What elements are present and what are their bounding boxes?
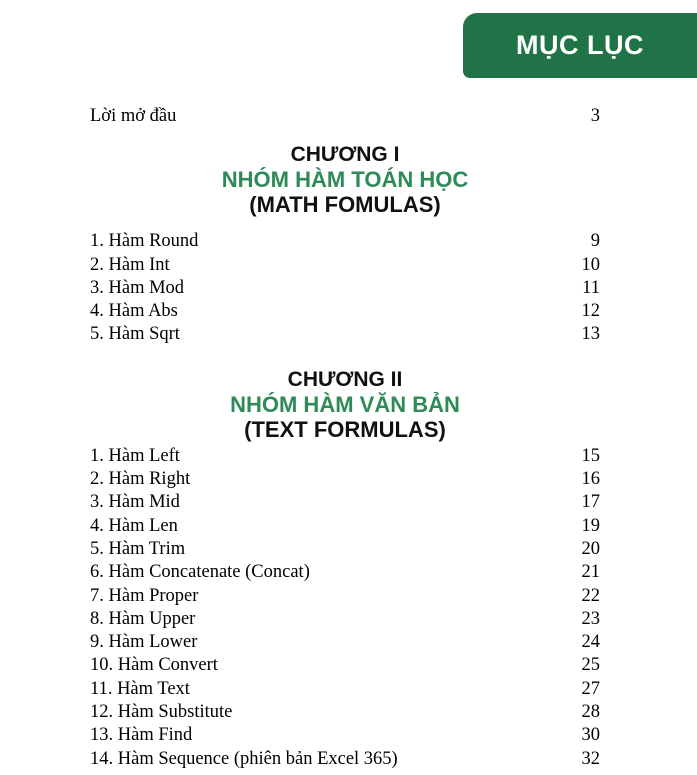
- toc-entry-label: Lời mở đầu: [90, 106, 177, 126]
- toc-entry-label: 5. Hàm Trim: [90, 538, 186, 559]
- toc-row-intro: [90, 105, 600, 128]
- toc-entry-label: 4. Hàm Abs: [90, 301, 178, 322]
- toc-entry-label: 13. Hàm Find: [90, 725, 193, 746]
- toc-entry-page: 30: [581, 725, 600, 746]
- toc-entry-page: 28: [581, 702, 600, 723]
- toc-entry-label: 4. Hàm Len: [90, 515, 178, 536]
- toc-row: [90, 230, 600, 253]
- toc-entry-page: 19: [581, 515, 600, 536]
- toc-row: [90, 561, 600, 584]
- toc-entry-label: 2. Hàm Int: [90, 254, 170, 275]
- toc-entry-page: 13: [581, 324, 600, 345]
- toc-row: [90, 445, 600, 468]
- toc-row: [90, 678, 600, 701]
- chapter-2-heading: [90, 368, 600, 442]
- toc-row: [90, 491, 600, 514]
- toc-row: [90, 701, 600, 724]
- chapter-1-heading: [90, 143, 600, 217]
- toc-entry-page: 12: [581, 301, 600, 322]
- banner-title: MỤC LỤC: [516, 30, 644, 60]
- toc-entry-label: 1. Hàm Left: [90, 445, 180, 466]
- toc-entry-page: 22: [581, 585, 600, 606]
- toc-row: [90, 468, 600, 491]
- toc-row: [90, 254, 600, 277]
- toc-entry-page: 23: [581, 608, 600, 629]
- toc-entry-page: 3: [590, 106, 600, 126]
- toc-entry-page: 15: [581, 445, 600, 466]
- toc-entry-label: 2. Hàm Right: [90, 469, 191, 490]
- toc-entry-label: 8. Hàm Upper: [90, 608, 196, 629]
- toc-entry-page: 24: [581, 632, 600, 653]
- toc-entry-label: 11. Hàm Text: [90, 678, 190, 699]
- toc-entry-label: 1. Hàm Round: [90, 231, 199, 252]
- toc-entry-label: 3. Hàm Mid: [90, 492, 180, 513]
- toc-entry-page: 11: [582, 277, 600, 298]
- toc-entry-page: 21: [581, 562, 600, 583]
- toc-entry-label: 9. Hàm Lower: [90, 632, 198, 653]
- toc-entry-page: 17: [581, 492, 600, 513]
- toc-content: [90, 0, 600, 771]
- chapter-1-list: [90, 230, 600, 346]
- chapter-1-subtitle-vi: NHÓM HÀM TOÁN HỌC: [221, 167, 469, 193]
- toc-entry-page: 10: [581, 254, 600, 275]
- toc-row: [90, 608, 600, 631]
- toc-entry-label: 10. Hàm Convert: [90, 655, 218, 676]
- chapter-1-title: CHƯƠNG I: [290, 143, 400, 167]
- toc-entry-page: 32: [581, 748, 600, 769]
- toc-entry-page: 9: [590, 231, 600, 252]
- toc-row: [90, 748, 600, 771]
- toc-row: [90, 277, 600, 300]
- toc-row: [90, 323, 600, 346]
- toc-row: [90, 654, 600, 677]
- toc-entry-page: 27: [581, 678, 600, 699]
- toc-entry-label: 5. Hàm Sqrt: [90, 324, 180, 345]
- toc-entry-label: 14. Hàm Sequence (phiên bản Excel 365): [90, 748, 398, 769]
- toc-entry-label: 3. Hàm Mod: [90, 277, 185, 298]
- chapter-2-subtitle-en: (TEXT FORMULAS): [244, 416, 446, 442]
- chapter-2-title: CHƯƠNG II: [287, 367, 403, 391]
- toc-entry-page: 25: [581, 655, 600, 676]
- toc-entry-page: 16: [581, 469, 600, 490]
- toc-row: [90, 538, 600, 561]
- toc-row: [90, 631, 600, 654]
- toc-row: [90, 585, 600, 608]
- chapter-2-list: [90, 445, 600, 771]
- chapter-2-subtitle-vi: NHÓM HÀM VĂN BẢN: [230, 391, 460, 417]
- toc-entry-label: 6. Hàm Concatenate (Concat): [90, 562, 310, 583]
- toc-row: [90, 724, 600, 747]
- toc-entry-page: 20: [581, 538, 600, 559]
- toc-entry-label: 12. Hàm Substitute: [90, 702, 233, 723]
- chapter-1-subtitle-en: (MATH FOMULAS): [249, 192, 441, 218]
- toc-row: [90, 300, 600, 323]
- toc-entry-label: 7. Hàm Proper: [90, 585, 199, 606]
- toc-row: [90, 515, 600, 538]
